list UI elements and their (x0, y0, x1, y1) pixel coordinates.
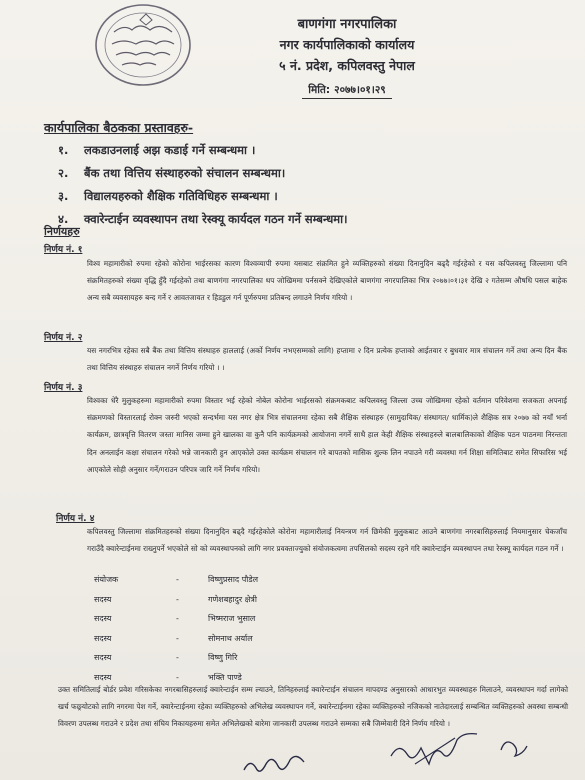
committee-row: सदस्य - विष्णु गिरि (94, 653, 238, 662)
proposals-title: कार्यपालिका बैठकका प्रस्तावहरु- (44, 120, 194, 135)
decision-3-label: निर्णय नं. ३ (44, 383, 83, 393)
decision-1-text: विश्व महामारीको रुपमा रहेको कोरोना भाईरसका कारण विश्वव्यापी रुपमा यसबाट संक्रमित हुने व्यक्तिहरुको संख्या दिनानुदिन बढ्दै गईरहेको र यस कपिलवस्तु जिल्लामा पनि संक्रमितहरुको संख्या वृद्धि हुँदै गईरहेको तथा बाणगंगा नगरपालिका थप जोखिममा पर्नसक्ने देखिएकोले बाणगंगा नगरपालिका भित्र २०७७।०१।३१ देखि २ गतेसम्म औषधि पसल बाहेक अन्य सबै व्यवसायहरु बन्द गर्ने र आवतजावत र हिडडुल गर्न पूर्णरुपमा प्रतिबन्द लगाउने निर्णय गरियो । (87, 259, 567, 303)
decision-2-label: निर्णय नं. २ (44, 333, 83, 343)
date-value: २०७७।०१।२९ (334, 84, 386, 96)
signature-1 (240, 752, 310, 780)
proposal-item: ४. क्वारेन्टाईन व्यवस्थापन तथा रेस्क्यू कार्यदल गठन गर्ने सम्बन्धमा। (58, 212, 348, 226)
decisions-title: निर्णयहरु (44, 225, 80, 238)
decision-4-label: निर्णय नं. ४ (56, 514, 95, 524)
proposal-item: २. बैंक तथा वित्तिय संस्थाहरुको संचालन सम्बन्धमा। (58, 166, 286, 180)
date-label: मिति: (308, 84, 331, 96)
committee-row: सदस्य - गणेशबहादुर क्षेत्री (94, 594, 257, 604)
committee-row: संयोजक - विष्णुप्रसाद पौडेल (94, 575, 259, 584)
date-line (302, 83, 392, 99)
proposal-item: १. लकडाउनलाई अझ कडाई गर्ने सम्बन्धमा । (58, 143, 256, 157)
committee-row: सदस्य - भक्ति पाण्डे (94, 672, 242, 682)
office-name: नगर कार्यपालिकाको कार्यालय (279, 37, 415, 52)
address: ५ नं. प्रदेश, कपिलवस्तु नेपाल (279, 58, 415, 73)
municipality-name: बाणगंगा नगरपालिका (297, 17, 397, 32)
closing-paragraph: उक्त समितिलाई बोर्डर प्रवेश गरिसकेका नगरबासिहरुलाई क्वारेन्टाईन सम्म ल्याउने, तिनिहरुलाई क्वारेन्टाईन संचालन मापदण्ड अनुसारको आधारभुत व्यवस्थाहरु मिलाउने, व्यवस्थापन गर्दा लागेको खर्च फछ्र्योटको लागि नगरमा पेश गर्ने, क्वारेन्टाईनमा रहेका व्यक्तिहरुको अभिलेख व्यवस्थापन गर्ने, क्वारेन्टाईनमा रहेका व्यक्तिहरुको नजिकको नातेदारलाई सम्बन्धित व्यक्तिहरुको अवस्था सम्बन्धी विवरण उपलब्ध गराउने र प्रदेश तथा संघिय निकायहरुमा समेत अभिलेखको बारेमा जानकारी उपलब्ध गराउने सम्मका सबै जिम्मेवारी दिने निर्णय गरियो । (58, 685, 568, 729)
office-seal (92, 2, 194, 88)
committee-row: सदस्य - भिष्मराज भुसाल (94, 614, 256, 623)
committee-row: सदस्य - सोमनाथ अर्याल (94, 633, 253, 643)
letterhead (232, 14, 462, 99)
decision-2-text: यस नगरभित्र रहेका सबै बैंक तथा वित्तिय संस्थाहरु हाललाई (अर्को निर्णय नभएसम्मको लागि) हप्तामा २ दिन प्रत्येक हप्ताको आईतवार र बुधवार मात्र संचालन गर्ने तथा अन्य दिन बैंक तथा वित्तिय संस्थाहरु संचालन नगर्ने निर्णय गरियो । । (87, 346, 567, 373)
proposal-item: ३. विद्यालयहरुको शैक्षिक गतिविधिहरु सम्बन्धमा । (58, 189, 278, 203)
decision-1-label: निर्णय नं. १ (44, 245, 83, 255)
decision-3-text: विश्वका धेरै मुलुकहरुमा महामारीको रुपमा विस्तार भई रहेको नोबेल कोरोना भाईरसको संक्रमकबाट कपिलवस्तु जिल्ला उच्च जोखिममा रहेको वर्तमान परिवेशमा सजकता अपनाई संक्रमणको विस्तारलाई रोक्न जरुरी भएको सन्दर्भमा यस नगर क्षेत्र भित्र संचालनमा रहेका सबै शैक्षिक संस्थाहरु (सामुदायिक/ संस्थागत/ धार्मिक)ले शैक्षिक सत्र २०७७ को नयाँ भर्ना कार्यक्रम, छात्रवृत्ति वितरण जस्ता मानिस जम्मा हुने खालका वा कुनै पनि कार्यक्रमको आयोजना नगर्ने साथै हाल केही शैक्षिक संस्थाहरुले बालबालिकाको शैक्षिक पठन पाठनमा निरन्तता दिन अनलाईन कक्षा संचालन गरेको भन्ने जानकारी हुन आएकोले उक्त कार्यक्रम संचालन गरे बापतको मासिक शुल्क लिन नपाउने गरी व्यवस्था गर्न शिक्षा समितिबाट समेत सिफारिस भई आएकोले सोही अनुसार गर्ने/गराउन परिपत्र जारि गर्ने निर्णय गरियो। (87, 396, 567, 474)
decision-4-text: कपिलवस्तु जिल्लामा संक्रमितहरुको संख्या दिनानुदिन बढ्दै गईरहेकोले कोरोना महामारीलाई नियन्त्रण गर्न छिमेकी मुलुकबाट आउने बाणगंगा नगरबासिहरुलाई नियमानुसार चेकजाँच गराउँदै क्वारेन्टाईनमा राख्नुपर्ने भएकोले सो को व्यवस्थापनको लागि नगर प्रवक्ताज्युको संयोजकत्वमा तपसिलको सदस्य रहने गरि क्वारेन्टाईन व्यवस्थापन तथा रेस्क्यू कार्यदल गठन गर्ने । (87, 527, 567, 554)
signature-2 (385, 726, 485, 774)
committee-list (94, 570, 394, 687)
initials-mark (497, 734, 531, 760)
proposal-list (58, 139, 498, 231)
